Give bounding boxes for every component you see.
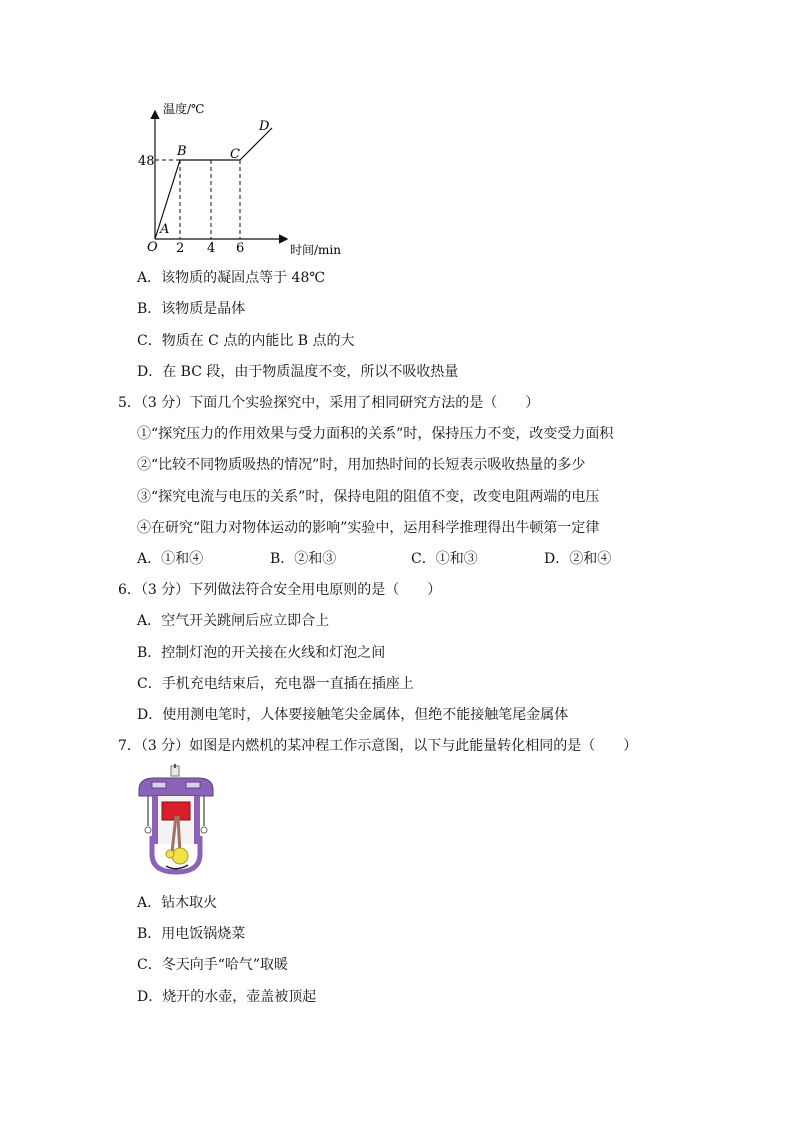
q5-item-2: ②“比较不同物质吸热的情况”时，用加热时间的长短表示吸收热量的多少	[137, 457, 586, 473]
q4-option-d: D．在 BC 段，由于物质温度不变，所以不吸收热量	[137, 364, 459, 380]
crankshaft	[172, 848, 188, 864]
y-tick-48: 48	[138, 154, 155, 169]
q6-option-c: C．手机充电结束后，充电器一直插在插座上	[137, 676, 414, 692]
q5-option-d: D．②和④	[544, 551, 612, 567]
q5-option-c: C．①和③	[411, 551, 478, 567]
x-axis-label: 时间/min	[290, 243, 341, 257]
x-tick-4: 4	[207, 241, 216, 256]
q7-stem: 7．（3 分）如图是内燃机的某冲程工作示意图，以下与此能量转化相同的是（ ）	[118, 738, 638, 754]
q4-option-c: C．物质在 C 点的内能比 B 点的大	[137, 333, 355, 349]
q7-option-a: A．钻木取火	[137, 895, 218, 911]
q6-stem: 6．（3 分）下列做法符合安全用电原则的是（ ）	[118, 582, 442, 598]
temperature-time-graph	[130, 98, 360, 260]
x-tick-6: 6	[236, 241, 245, 256]
q6-option-d: D．使用测电笔时，人体要接触笔尖金属体，但绝不能接触笔尾金属体	[137, 707, 569, 723]
q5-stem: 5．（3 分）下面几个实验探究中，采用了相同研究方法的是（ ）	[118, 395, 540, 411]
q5-item-4: ④在研究“阻力对物体运动的影响”实验中，运用科学推理得出牛顿第一定律	[137, 520, 600, 536]
point-a: A	[160, 222, 170, 237]
engine-stroke-diagram	[136, 764, 216, 876]
q7-option-d: D．烧开的水壶，壶盖被顶起	[137, 989, 317, 1005]
q5-option-a: A．①和④	[137, 551, 204, 567]
q7-option-b: B．用电饭锅烧菜	[137, 926, 246, 942]
q5-option-b: B．②和③	[270, 551, 337, 567]
q7-option-c: C．冬天向手“哈气”取暖	[137, 957, 289, 973]
q6-option-a: A．空气开关跳闸后应立即合上	[137, 613, 330, 629]
q5-item-1: ①“探究压力的作用效果与受力面积的关系”时，保持压力不变，改变受力面积	[137, 426, 614, 442]
q4-option-b: B．该物质是晶体	[137, 301, 246, 317]
x-tick-2: 2	[176, 241, 185, 256]
origin-label: O	[147, 240, 158, 255]
q5-item-3: ③“探究电流与电压的关系”时，保持电阻的阻值不变，改变电阻两端的电压	[137, 489, 600, 505]
y-axis-label: 温度/℃	[163, 102, 205, 116]
q6-option-b: B．控制灯泡的开关接在火线和灯泡之间	[137, 645, 386, 661]
point-b: B	[177, 144, 187, 159]
point-d: D	[259, 119, 270, 134]
melting-curve	[155, 128, 272, 239]
q4-option-a: A．该物质的凝固点等于 48℃	[137, 270, 326, 286]
point-c: C	[230, 147, 240, 162]
q5-options	[137, 549, 611, 569]
